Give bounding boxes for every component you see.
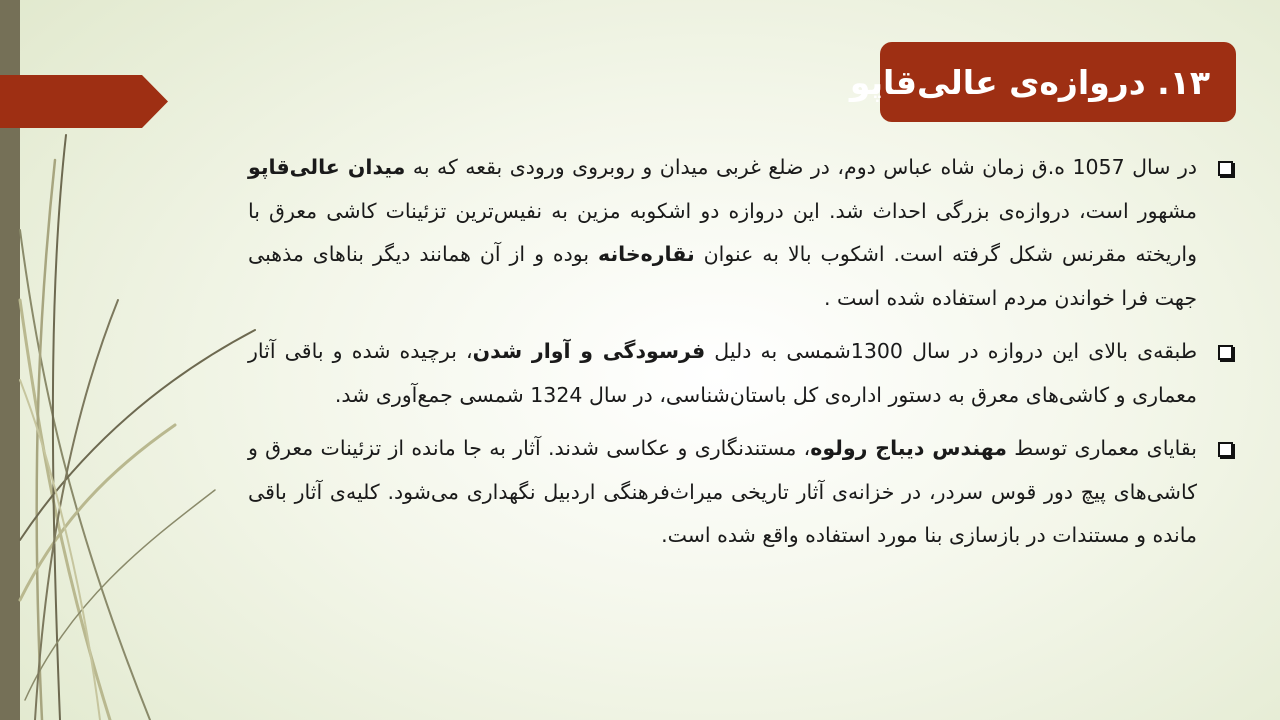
bullet-text-run: طبقه‌ی بالای این دروازه در سال 1300شمسی به دلیل bbox=[705, 339, 1198, 363]
bullet-text bbox=[248, 146, 1197, 320]
bullet-bold-phrase: نقاره‌خانه bbox=[598, 242, 695, 266]
bullet-text-run: بقایای معماری توسط bbox=[1006, 436, 1197, 460]
bullet-item bbox=[248, 146, 1233, 320]
bullet-bold-phrase: مهندس دیباج رولوه bbox=[810, 436, 1007, 460]
bullet-text-run: مشهور است، دروازه‌ی بزرگی احداث شد. این دروازه دو اشکوبه مزین به نفیس‌ترین تزئینات کاشی معرق با واریخته مقرنس شکل گرفته است. اشکوب بالا به عنوان bbox=[248, 198, 1197, 266]
bullet-bold-phrase: میدان عالی‌قاپو bbox=[248, 155, 406, 179]
checkbox-square-icon bbox=[1218, 161, 1233, 176]
bullet-text bbox=[248, 330, 1197, 417]
bullet-text-run: ، برچیده شده و باقی آثار معماری و کاشی‌های معرق به دستور اداره‌ی کل باستان‌شناسی، در سال 1324 شمسی جمع‌آوری شد. bbox=[248, 339, 1197, 407]
accent-arrow-shape bbox=[0, 75, 168, 128]
bullet-bold-phrase: فرسودگی و آوار شدن bbox=[472, 339, 706, 363]
bullet-list bbox=[248, 146, 1233, 568]
accent-arrow-fill bbox=[0, 75, 168, 128]
checkbox-square-icon bbox=[1218, 345, 1233, 360]
bullet-item bbox=[248, 427, 1233, 558]
title-banner bbox=[849, 42, 1236, 122]
bullet-text-run: در سال 1057 ه.ق زمان شاه عباس دوم، در ضلع غربی میدان و روبروی ورودی بقعه که به bbox=[405, 155, 1197, 179]
bullet-text bbox=[248, 427, 1197, 558]
bullet-text-run: بوده و از آن همانند دیگر بناهای مذهبی جهت فرا خواندن مردم استفاده شده است . bbox=[248, 242, 1197, 310]
bullet-text-run: ، مستندنگاری و عکاسی شدند. آثار به جا مانده از تزئینات معرق و کاشی‌های پیچ دور قوس سردر، در خزانه‌ی آثار تاریخی میراث‌فرهنگی اردبیل نگهداری می‌شود. کلیه‌ی آثار باقی مانده و مستندات در بازسازی بنا مورد استفاده واقع شده است. bbox=[248, 436, 1197, 547]
slide-title: ۱۳. دروازه‌ی عالی‌قاپو bbox=[849, 62, 1210, 102]
bullet-item bbox=[248, 330, 1233, 417]
checkbox-square-icon bbox=[1218, 442, 1233, 457]
